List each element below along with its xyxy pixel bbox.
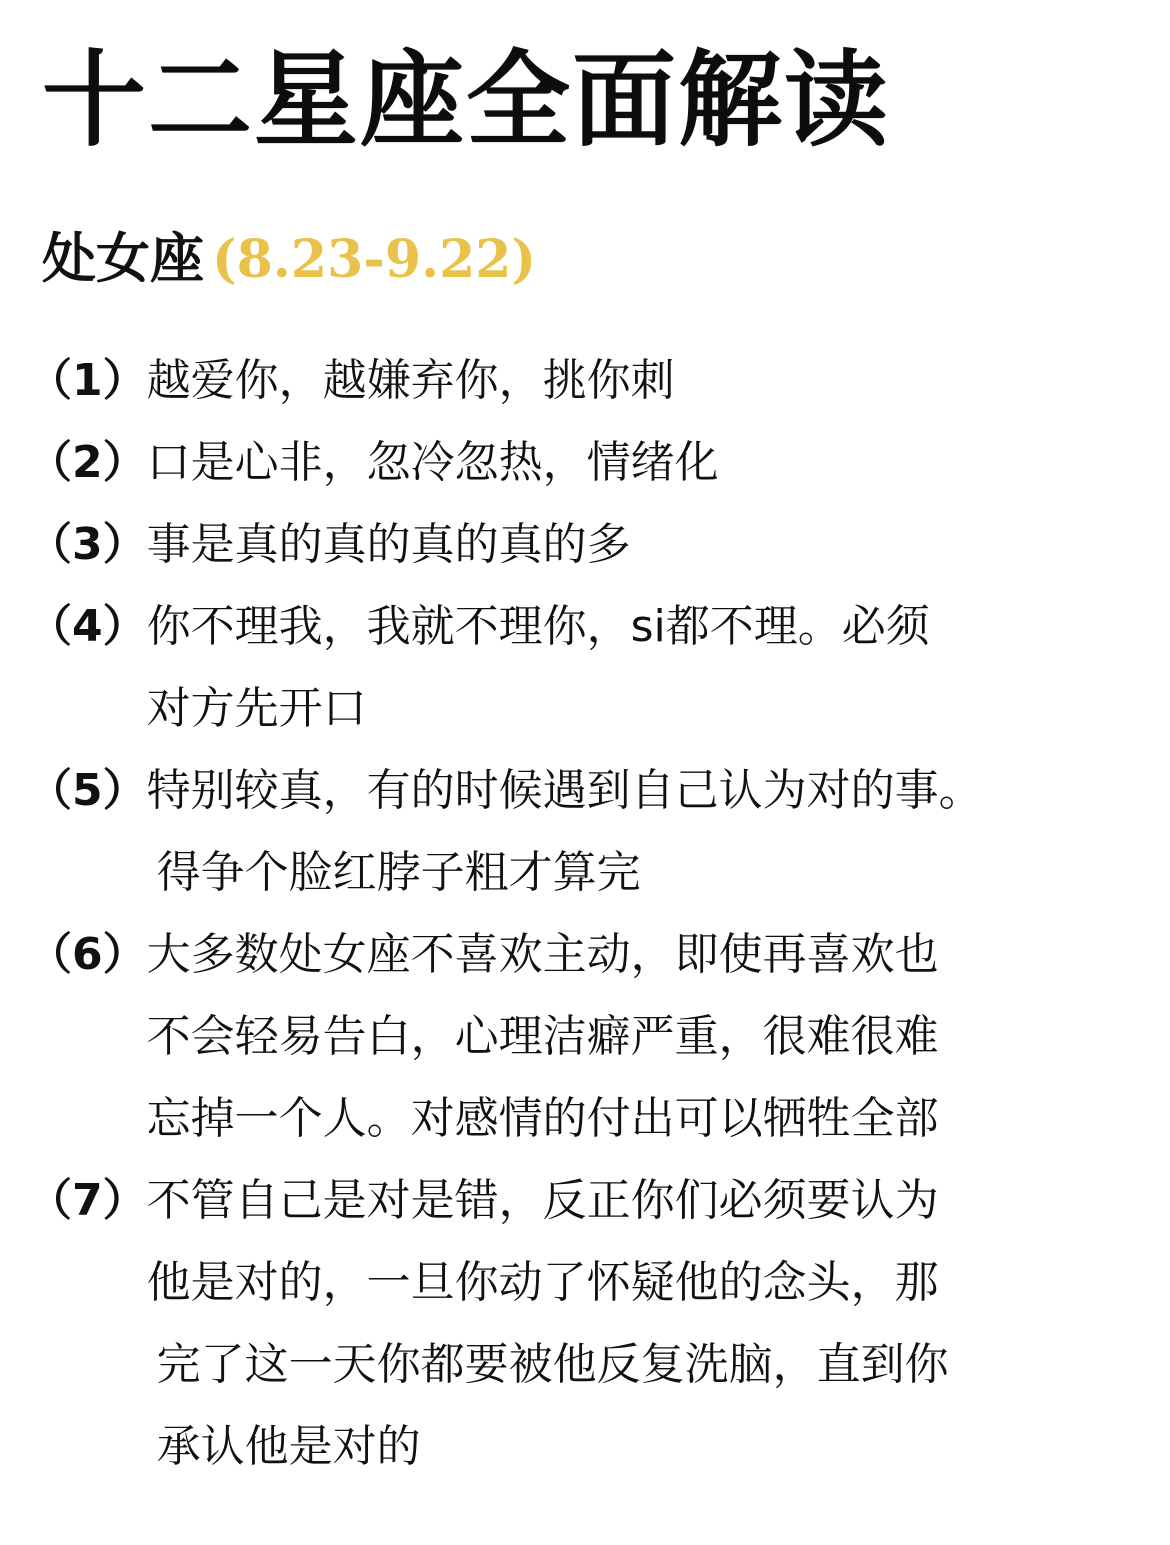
item-number: （1） [28, 355, 147, 406]
item-text [147, 914, 1153, 1160]
list-item [28, 504, 1153, 586]
item-line: 忘掉一个人。对感情的付出可以牺牲全部 [146, 1093, 939, 1144]
item-number: （4） [28, 601, 147, 652]
item-line: 事是真的真的真的真的多 [146, 519, 631, 570]
item-line: 承认他是对的 [156, 1421, 421, 1472]
item-line: 大多数处女座不喜欢主动，即使再喜欢也 [146, 929, 939, 980]
item-line: 你不理我，我就不理你，si都不理。必须 [146, 601, 930, 652]
item-line: 对方先开口 [146, 683, 367, 734]
list-item [28, 750, 1153, 914]
list-item [28, 422, 1153, 504]
item-number: （3） [28, 519, 147, 570]
item-text [147, 750, 1153, 914]
item-text [147, 422, 1153, 504]
item-line: 不管自己是对是错，反正你们必须要认为 [146, 1175, 939, 1226]
list-item [28, 340, 1153, 422]
item-number: （5） [28, 765, 147, 816]
item-line: 不会轻易告白，心理洁癖严重，很难很难 [146, 1011, 939, 1062]
zodiac-name: 处女座 [42, 226, 204, 290]
page-title: 十二星座全面解读 [42, 39, 891, 161]
item-line: 他是对的，一旦你动了怀疑他的念头，那 [146, 1257, 939, 1308]
item-line: 特别较真，有的时候遇到自己认为对的事。 [146, 765, 983, 816]
item-line: 得争个脸红脖子粗才算完 [156, 847, 641, 898]
zodiac-dates: (8.23-9.22) [212, 229, 537, 290]
item-number: （6） [28, 929, 147, 980]
item-text [147, 1160, 1153, 1488]
item-line: 口是心非，忽冷忽热，情绪化 [146, 437, 719, 488]
item-text [147, 504, 1153, 586]
item-line: 完了这一天你都要被他反复洗脑，直到你 [156, 1339, 949, 1390]
trait-list [28, 340, 1153, 1488]
list-item [28, 586, 1153, 750]
item-text [147, 340, 1153, 422]
list-item [28, 1160, 1153, 1488]
item-number: （7） [28, 1175, 147, 1226]
item-text [147, 586, 1153, 750]
item-number: （2） [28, 437, 147, 488]
zodiac-heading [42, 218, 536, 298]
list-item [28, 914, 1153, 1160]
item-line: 越爱你，越嫌弃你，挑你刺 [146, 355, 675, 406]
